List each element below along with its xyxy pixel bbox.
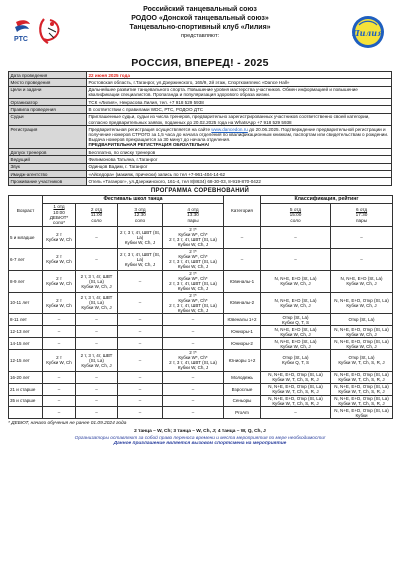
category-cell: Ювеналы-2	[224, 292, 261, 314]
fest-3-cell: 2 т, 3 т, 4т, ШВТ (St, La) Кубки W, Ch, J	[118, 226, 163, 248]
program-row	[9, 226, 393, 248]
info-value: Отель «Таганрог», ул.Дзержинского, 161-4, тел 8(8634) 68-30-03, 8-919-870-0422	[87, 178, 392, 185]
fest-2-cell: 2 т, 3 т, 4т, ШВТ (St, La) Кубки W, Ch, J	[76, 349, 118, 371]
festival-col-3-time: 12:30	[134, 212, 146, 218]
rating-col-1-desc: соло	[290, 217, 301, 223]
fest-3-cell: –	[118, 371, 163, 383]
info-label: Ведущий	[9, 156, 87, 163]
rating-5-cell: N, N+E, E+D, Откр (St, La) Кубки W, T, Ch, S, R, J	[261, 395, 331, 407]
fest-1-cell: 2 т Кубки W, Ch	[43, 226, 76, 248]
fest-1-cell: 2 т Кубки W, Ch	[43, 349, 76, 371]
info-row	[9, 170, 392, 177]
rating-col-1-time: 15:00	[289, 212, 302, 218]
presents-line: представляют:	[180, 33, 220, 40]
debut-note: * ДЕБЮТ, начало обучения не ранее 01.09.2024 года	[8, 421, 127, 427]
fest-1-cell: 2 т Кубки W, Ch	[43, 270, 76, 292]
info-label: Дата проведения	[9, 72, 87, 79]
rating-5-cell: N, N+E, E+D (St, La) Кубки W, Ch, J	[261, 292, 331, 314]
festival-col-1	[43, 203, 76, 226]
info-row	[9, 113, 392, 125]
rating-5-cell: –	[261, 248, 331, 270]
category-cell: Молодежь	[224, 371, 261, 383]
info-row	[9, 99, 392, 106]
festival-col-3	[118, 203, 163, 226]
rating-6-cell: N, N+E, E+D, Откр (St, La) Кубки W, Ch, J	[331, 292, 393, 314]
fest-4-cell: –	[163, 326, 224, 338]
age-cell: 12-13 лет	[9, 326, 43, 338]
info-label: Цели и задачи	[9, 86, 87, 98]
fest-1-cell: –	[43, 371, 76, 383]
info-label: Проживание участников	[9, 178, 87, 185]
fest-3-cell: –	[118, 395, 163, 407]
festival-col-2-desc: соло	[91, 217, 102, 223]
registration-required-note: ПРЕДВАРИТЕЛЬНАЯ РЕГИСТРАЦИЯ ОБЯЗАТЕЛЬНА!	[88, 142, 210, 148]
fest-2-cell: 2 т, 3 т, 4т, ШВТ (St, La) Кубки W, Ch, J	[76, 270, 118, 292]
program-row	[9, 292, 393, 314]
age-cell: 6-7 лет	[9, 248, 43, 270]
category-cell: Сеньоры	[224, 395, 261, 407]
program-row	[9, 314, 393, 326]
program-row	[9, 383, 393, 395]
org-line-2: РОДОО «Донской танцевальный союз»	[131, 14, 269, 22]
info-label: Судьи	[9, 113, 87, 125]
rating-6-cell: N, N+E, E+D, Откр (St, La) Кубки W, Ch, J	[331, 338, 393, 350]
festival-col-3-desc: соло	[134, 217, 146, 223]
info-label: Место проведения	[9, 79, 87, 86]
category-cell: ProAm	[224, 407, 261, 419]
category-cell: –	[224, 248, 261, 270]
category-cell: Юниоры-2	[224, 338, 261, 350]
festival-col-1-desc: ДЕБЮТ* соло*	[49, 214, 69, 226]
rtc-logo	[12, 18, 34, 44]
rating-6-cell: –	[331, 226, 393, 248]
fest-2-cell: –	[76, 383, 118, 395]
program-title: ПРОГРАММА СОРЕВНОВАНИЙ	[150, 187, 250, 194]
festival-col-4-num: 4 отд	[187, 206, 199, 212]
info-row	[9, 156, 392, 163]
fest-1-cell: –	[43, 407, 76, 419]
info-row	[9, 149, 392, 156]
fest-1-cell: –	[43, 383, 76, 395]
festival-col-4-time: 13:30	[187, 212, 199, 218]
org-line-3: Танцевально-спортивный клуб «Лилия»	[129, 23, 271, 31]
info-value: В соответствии с правилами WDC, РТС, РОДОО ДТС	[87, 106, 392, 113]
fest-4-cell: 2 т* Кубки W*, Ch* 2 т, 3 т, 4т, ШВТ (St, La) Кубки W, Ch, J	[163, 248, 224, 270]
category-cell: Юниоры 1+2	[224, 349, 261, 371]
liliya-logo	[350, 14, 386, 50]
info-label: Правила проведения	[9, 106, 87, 113]
category-cell: Ювеналы 1+2	[224, 314, 261, 326]
registration-link[interactable]: www.dancedon.ru	[211, 126, 248, 132]
info-row	[9, 72, 392, 79]
registration-text-1: Предварительная регистрация осуществляется на сайте	[88, 126, 212, 132]
fest-4-cell: –	[163, 383, 224, 395]
program-row	[9, 248, 393, 270]
info-label: Имидж-агентство	[9, 170, 87, 177]
age-cell	[9, 407, 43, 419]
fest-2-cell: –	[76, 226, 118, 248]
info-value: Филимонова Татьяна, г.Таганрог	[87, 156, 392, 163]
fest-4-cell: –	[163, 407, 224, 419]
fest-2-cell: 2 т, 3 т, 4т, ШВТ (St, La) Кубки W, Ch, J	[76, 292, 118, 314]
age-cell: 10-11 лет	[9, 292, 43, 314]
fest-3-cell: –	[118, 270, 163, 292]
dts-logo	[36, 16, 66, 46]
festival-col-3-num: 3 отд	[134, 206, 146, 212]
fest-4-cell: 2 т* Кубки W*, Ch* 2 т, 3 т, 4т, ШВТ (St, La) Кубки W, Ch, J	[163, 349, 224, 371]
age-cell: 12-15 лет	[9, 349, 43, 371]
info-row	[9, 86, 392, 98]
fest-4-cell: –	[163, 395, 224, 407]
fest-3-cell: –	[118, 326, 163, 338]
rating-col-1	[261, 203, 331, 226]
fest-2-cell: –	[76, 407, 118, 419]
rating-6-cell: –	[331, 248, 393, 270]
svg-text:РТС: РТС	[14, 36, 28, 43]
age-cell: 8-9 лет	[9, 270, 43, 292]
fest-2-cell: –	[76, 338, 118, 350]
info-label: Организатор	[9, 99, 87, 106]
header	[8, 4, 392, 60]
info-table	[8, 71, 392, 186]
info-row	[9, 126, 392, 149]
age-cell: 16-20 лет	[9, 371, 43, 383]
fest-4-cell: –	[163, 314, 224, 326]
rating-6-cell: N, N+E, E+D, Откр (St, La) Кубки	[331, 407, 393, 419]
rating-5-cell: –	[261, 226, 331, 248]
program-row	[9, 338, 393, 350]
rating-6-cell: N, N+E, E+D, Откр (St, La) Кубки W, T, Ch, S, R, J	[331, 395, 393, 407]
rating-6-cell: N, N+E, E+D, Откр (St, La) Кубки W, T, Ch, S, R, J	[331, 383, 393, 395]
category-cell: Взрослые	[224, 383, 261, 395]
registration-text-2: до 20.06.2025. Подтверждение предварительной регистрации и получение номеров СТРОГО за 1,5 часа до начала отделения по квалификационным книжкам, паспортам или свидетельствам о рождении. Выдача номеров прекращается за 30 минут до начала отделения.	[88, 126, 389, 143]
age-cell: 35 и старше	[9, 395, 43, 407]
info-value: «Айседора» (макияж, прически) запись по тел +7-961-404-14-62	[87, 170, 392, 177]
fest-2-cell: –	[76, 395, 118, 407]
rating-6-cell: N, N+E, E+D, Откр (St, La) Кубки W, Ch, J	[331, 326, 393, 338]
info-row	[9, 163, 392, 170]
age-cell: 8-11 лет	[9, 314, 43, 326]
info-label: Допуск тренеров	[9, 149, 87, 156]
age-cell: 5 и младше	[9, 226, 43, 248]
info-value: Приглашенные судьи, судьи из числа тренеров, предварительно зарегистрированных участников соответственно своей категории, согласно предварительных заявок, поданных до 20.02.2025 года на WhatsApp +7 918 529 5938	[87, 113, 392, 125]
fest-2-cell: –	[76, 326, 118, 338]
header-text	[78, 6, 322, 40]
age-cell: 14-15 лет	[9, 338, 43, 350]
fest-3-cell: –	[118, 349, 163, 371]
fest-2-cell: –	[76, 314, 118, 326]
fest-1-cell: –	[43, 395, 76, 407]
fest-1-cell: 2 т Кубки W, Ch	[43, 292, 76, 314]
info-value: Одинцов Вадим, г. Таганрог	[87, 163, 392, 170]
rating-6-cell: Откр (St, La)	[331, 314, 393, 326]
info-row	[9, 79, 392, 86]
org-line-1: Российский танцевальный союз	[143, 6, 257, 13]
invitation-note: Данное приглашение является вызовом спортсмена на мероприятие	[113, 441, 287, 447]
event-title: РОССИЯ, ВПЕРЕД! - 2025	[131, 57, 269, 69]
info-label: Регистрация	[9, 126, 87, 149]
fest-3-cell: –	[118, 338, 163, 350]
footer	[8, 421, 392, 446]
organizer-note: Организаторы оставляют за собой право переноса времени и места мероприятия по мере необходимости!	[74, 435, 326, 441]
fest-2-cell: –	[76, 248, 118, 270]
festival-col-2-time: 11:00	[90, 212, 103, 218]
festival-col-2-num: 2 отд	[90, 206, 103, 212]
rating-col-2	[331, 203, 393, 226]
rating-6-cell: N, N+E, E+D (St, La) Кубки W, Ch, J	[331, 270, 393, 292]
category-cell: –	[224, 226, 261, 248]
rating-5-cell: N, N+E, E+D (St, La) Кубки W, Ch, J	[261, 338, 331, 350]
program-row	[9, 270, 393, 292]
category-cell: Ювеналы-1	[224, 270, 261, 292]
fest-1-cell: –	[43, 326, 76, 338]
fest-3-cell: –	[118, 407, 163, 419]
fest-3-cell: –	[118, 314, 163, 326]
info-value: Ростовская область, г.Таганрог, ул.Дзержинского, 165/9, 2й этаж, Спорткомплекс «Dance Hall»	[87, 79, 392, 86]
info-value: Дальнейшее развитие танцевального спорта. Повышение уровня мастерства участников. Обмен информацией и повышение квалификации специалистов. Пропаганда и популяризация здорового образа жизни.	[87, 86, 392, 98]
fest-4-cell: –	[163, 371, 224, 383]
info-value: Бесплатно, по списку тренеров	[87, 149, 392, 156]
festival-col-1-num: 1 отд	[53, 204, 65, 210]
program-row	[9, 371, 393, 383]
rating-section-header: Классификация, рейтинг	[261, 196, 393, 204]
rating-5-cell: Откр (St, La) Кубки Q, T, S	[261, 314, 331, 326]
info-label: Звук	[9, 163, 87, 170]
fest-2-cell: –	[76, 371, 118, 383]
rating-6-cell: Откр (St, La) Кубки W, T, Ch, S, R, J	[331, 349, 393, 371]
rating-5-cell: N, N+E, E+D, Откр (St, La) Кубки W, T, Ch, S, R, J	[261, 383, 331, 395]
info-row	[9, 106, 392, 113]
category-cell: Юниоры-1	[224, 326, 261, 338]
fest-3-cell: –	[118, 292, 163, 314]
age-header: Возраст	[9, 196, 43, 226]
festival-col-4-desc: пары	[187, 217, 199, 223]
fest-4-cell: 2 т* Кубки W*, Ch* 2 т, 3 т, 4т, ШВТ (St, La) Кубки W, Ch, J	[163, 292, 224, 314]
dances-note: 2 танца – W, Ch; 3 танца – W, Ch, J; 4 танца – W, Q, Ch, J	[134, 428, 266, 434]
fest-1-cell: –	[43, 338, 76, 350]
festival-col-2	[76, 203, 118, 226]
fest-3-cell: 2 т, 3 т, 4т, ШВТ (St, La) Кубки W, Ch, J	[118, 248, 163, 270]
age-cell: 21 и старше	[9, 383, 43, 395]
fest-4-cell: 2 т* Кубки W*, Ch* 2 т, 3 т, 4т, ШВТ (St, La) Кубки W, Ch, J	[163, 226, 224, 248]
page	[8, 4, 392, 447]
rating-5-cell: N, N+E, E+D, Откр (St, La) Кубки W, T, Ch, S, R, J	[261, 371, 331, 383]
fest-4-cell: –	[163, 338, 224, 350]
info-row	[9, 178, 392, 185]
program-row	[9, 349, 393, 371]
program-row	[9, 326, 393, 338]
rating-col-1-num: 5 отд	[289, 206, 302, 212]
program-table	[8, 195, 393, 419]
program-row	[9, 395, 393, 407]
festival-col-1-time: 10:00	[53, 209, 65, 215]
fest-1-cell: –	[43, 314, 76, 326]
program-row	[9, 407, 393, 419]
info-value: ТСК «Лилия», Некрасова Лилия, тел. +7 918 529 5938	[87, 99, 392, 106]
rating-5-cell: N, N+E, E+D (St, La) Кубки W, Ch, J	[261, 326, 331, 338]
rating-5-cell: –	[261, 407, 331, 419]
rating-5-cell: N, N+E, E+D (St, La) Кубки W, Ch, J	[261, 270, 331, 292]
rating-col-2-desc: пары	[355, 217, 368, 223]
festival-col-4	[163, 203, 224, 226]
fest-3-cell: –	[118, 383, 163, 395]
fest-4-cell: 2 т* Кубки W*, Ch* 2 т, 3 т, 4т, ШВТ (St, La) Кубки W, Ch, J	[163, 270, 224, 292]
rating-5-cell: Откр (St, La) Кубки Q, T, S	[261, 349, 331, 371]
rating-col-2-num: 6 отд	[355, 206, 368, 212]
category-header: Категория	[224, 196, 261, 226]
svg-text:Лилия: Лилия	[352, 28, 384, 38]
fest-1-cell: 2 т Кубки W, Ch	[43, 248, 76, 270]
rating-col-2-time: 17:30	[355, 212, 368, 218]
rating-6-cell: N, N+E, E+D, Откр (St, La) Кубки W, T, Ch, S, R, J	[331, 371, 393, 383]
festival-section-header: Фестиваль школ танца	[43, 196, 224, 204]
info-value	[87, 126, 392, 149]
info-value: 22 июня 2025 года	[87, 72, 392, 79]
